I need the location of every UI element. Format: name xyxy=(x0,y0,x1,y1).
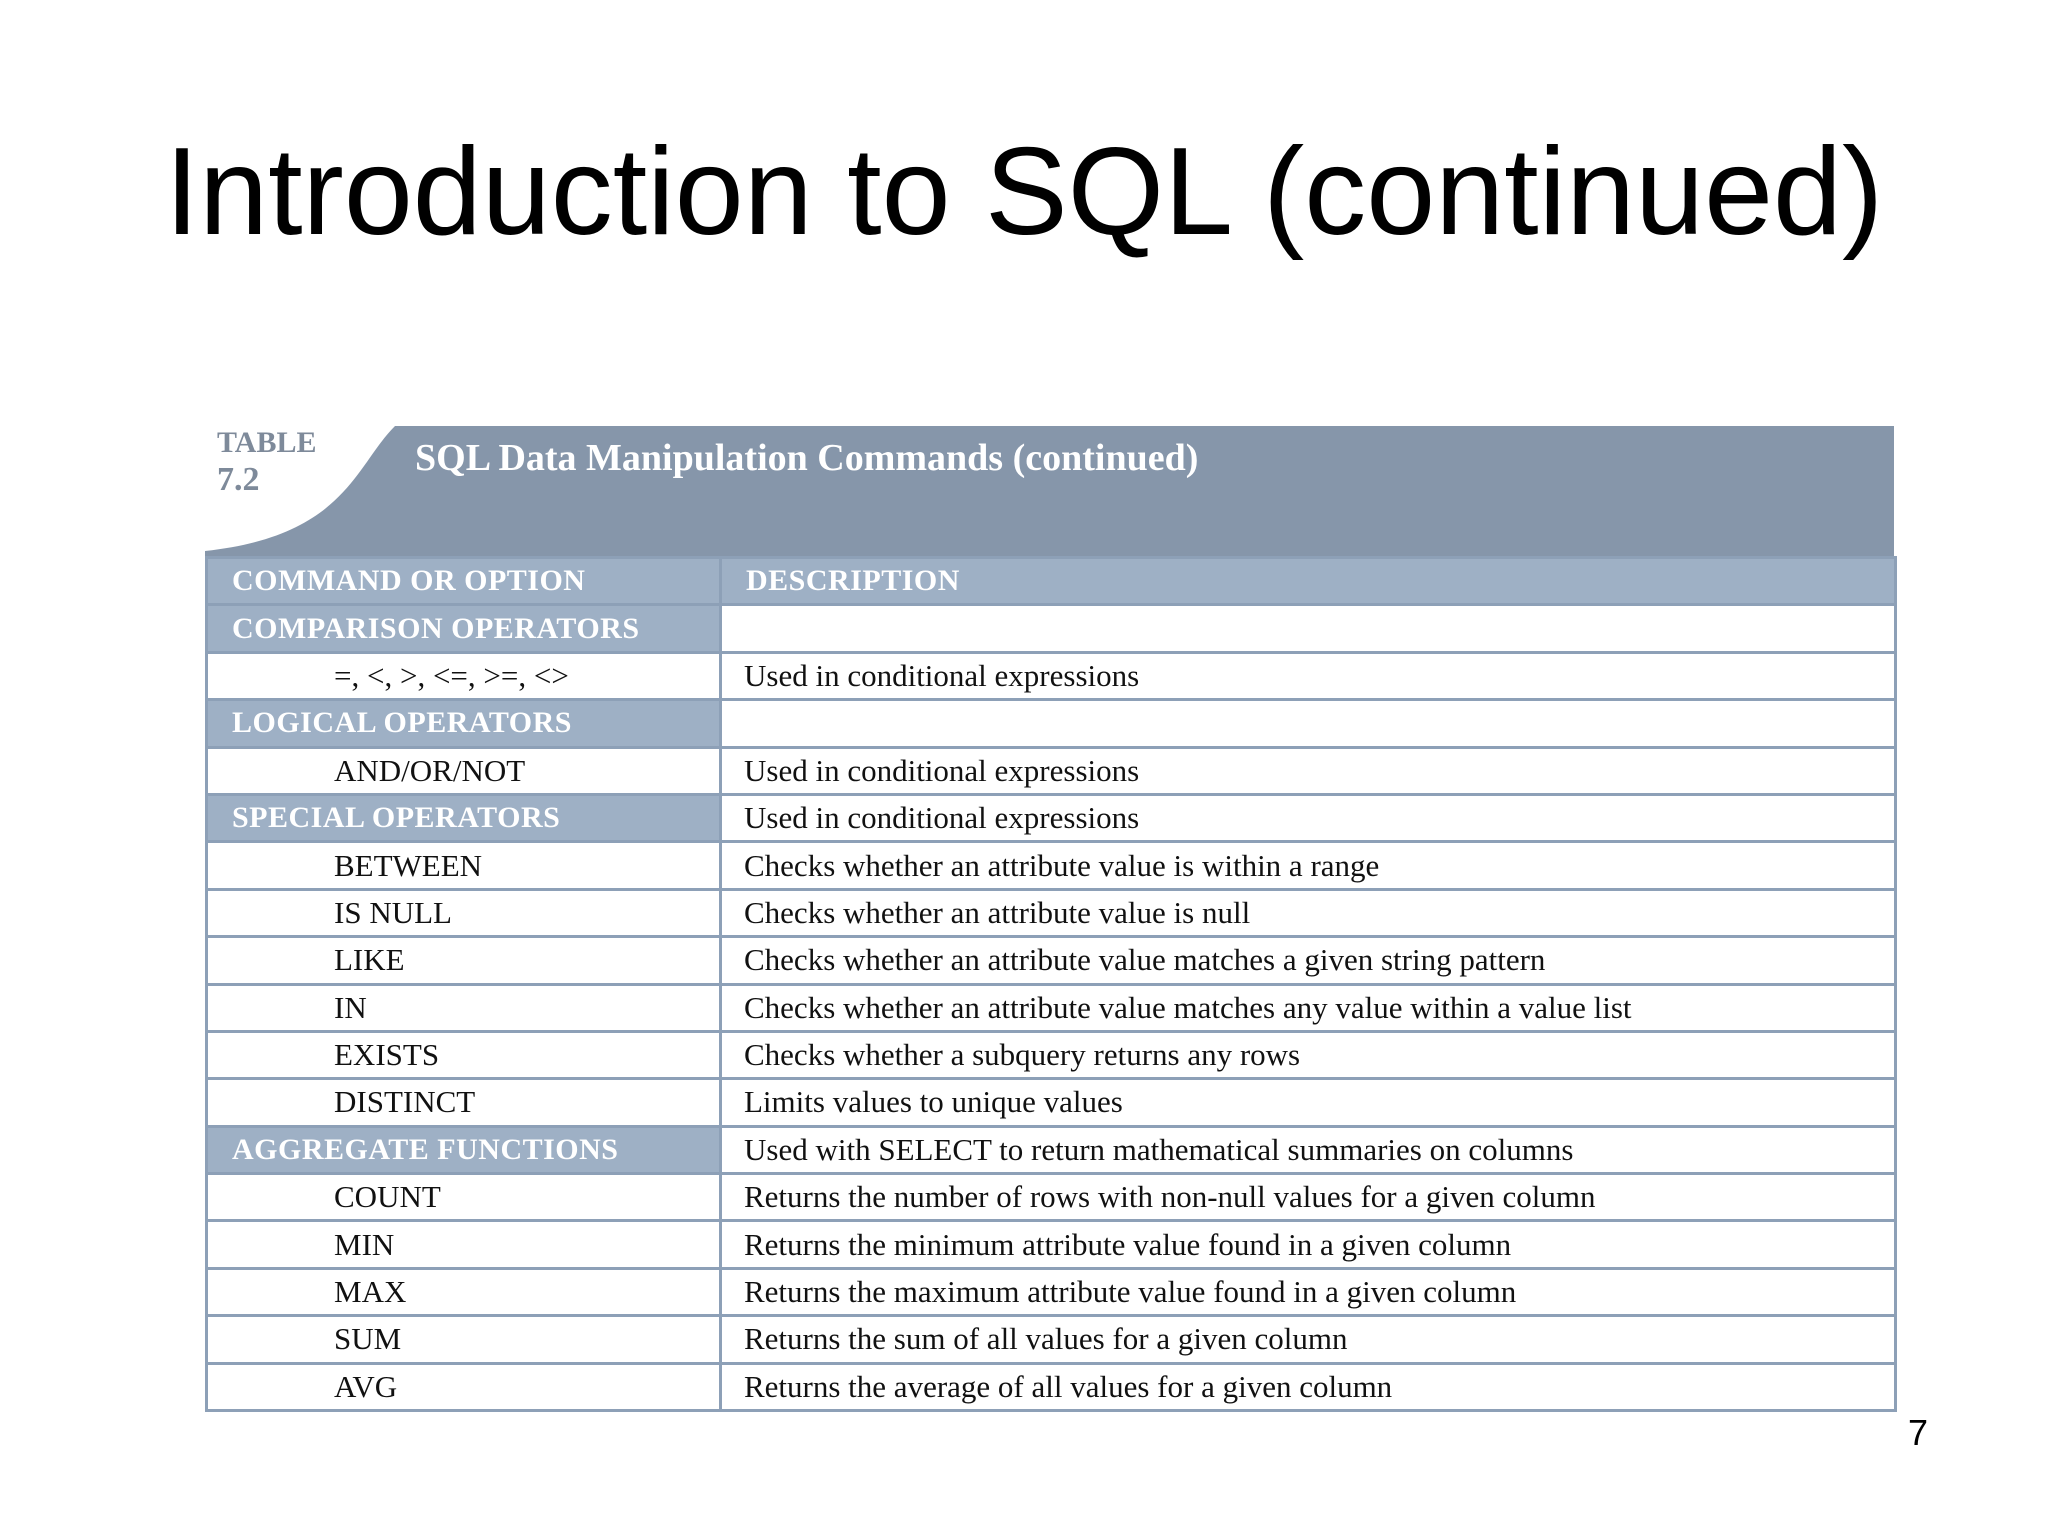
table-row xyxy=(207,1174,1896,1221)
description-cell: Checks whether an attribute value is null xyxy=(721,889,1896,936)
command-cell: AND/OR/NOT xyxy=(207,747,721,794)
group-label-cell: LOGICAL OPERATORS xyxy=(207,700,721,747)
description-cell xyxy=(721,605,1896,652)
table-row xyxy=(207,937,1896,984)
command-cell: DISTINCT xyxy=(207,1079,721,1126)
table-row xyxy=(207,1363,1896,1410)
description-cell: Checks whether an attribute value matches any value within a value list xyxy=(721,984,1896,1031)
description-cell: Checks whether an attribute value is within a range xyxy=(721,842,1896,889)
sql-commands-table xyxy=(205,556,1897,1412)
description-cell: Returns the minimum attribute value found in a given column xyxy=(721,1221,1896,1268)
description-cell: Checks whether a subquery returns any rows xyxy=(721,1031,1896,1078)
description-cell: Limits values to unique values xyxy=(721,1079,1896,1126)
description-cell: Used in conditional expressions xyxy=(721,747,1896,794)
table-row xyxy=(207,889,1896,936)
description-cell xyxy=(721,700,1896,747)
table-group-row xyxy=(207,1126,1896,1173)
table-body xyxy=(207,605,1896,1411)
table-group-row xyxy=(207,700,1896,747)
table-row xyxy=(207,984,1896,1031)
table-row xyxy=(207,842,1896,889)
group-label-cell: COMPARISON OPERATORS xyxy=(207,605,721,652)
command-cell: =, <, >, <=, >=, <> xyxy=(207,652,721,699)
table-row xyxy=(207,1268,1896,1315)
table-row xyxy=(207,652,1896,699)
table-row xyxy=(207,1221,1896,1268)
description-cell: Returns the average of all values for a given column xyxy=(721,1363,1896,1410)
table-caption-bar xyxy=(205,426,1894,556)
command-cell: COUNT xyxy=(207,1174,721,1221)
column-header-description: DESCRIPTION xyxy=(721,558,1896,605)
slide-title: Introduction to SQL (continued) xyxy=(164,123,1884,261)
table-label: TABLE xyxy=(217,426,317,459)
table-row xyxy=(207,1316,1896,1363)
table-row xyxy=(207,1079,1896,1126)
command-cell: MIN xyxy=(207,1221,721,1268)
description-cell: Checks whether an attribute value matches a given string pattern xyxy=(721,937,1896,984)
description-cell: Returns the maximum attribute value found in a given column xyxy=(721,1268,1896,1315)
command-cell: EXISTS xyxy=(207,1031,721,1078)
command-cell: SUM xyxy=(207,1316,721,1363)
command-cell: BETWEEN xyxy=(207,842,721,889)
description-cell: Used in conditional expressions xyxy=(721,652,1896,699)
table-header-row xyxy=(207,558,1896,605)
table-row xyxy=(207,747,1896,794)
table-group-row xyxy=(207,794,1896,841)
command-cell: MAX xyxy=(207,1268,721,1315)
command-cell: AVG xyxy=(207,1363,721,1410)
description-cell: Returns the number of rows with non-null values for a given column xyxy=(721,1174,1896,1221)
page-number: 7 xyxy=(1907,1412,1928,1453)
group-label-cell: AGGREGATE FUNCTIONS xyxy=(207,1126,721,1173)
table-row xyxy=(207,1031,1896,1078)
column-header-command: COMMAND OR OPTION xyxy=(207,558,721,605)
command-cell: LIKE xyxy=(207,937,721,984)
table-figure xyxy=(205,426,1894,1404)
table-number: 7.2 xyxy=(217,461,260,498)
command-cell: IN xyxy=(207,984,721,1031)
table-group-row xyxy=(207,605,1896,652)
description-cell: Used with SELECT to return mathematical summaries on columns xyxy=(721,1126,1896,1173)
group-label-cell: SPECIAL OPERATORS xyxy=(207,794,721,841)
table-caption: SQL Data Manipulation Commands (continued) xyxy=(415,437,1199,479)
description-cell: Used in conditional expressions xyxy=(721,794,1896,841)
description-cell: Returns the sum of all values for a given column xyxy=(721,1316,1896,1363)
command-cell: IS NULL xyxy=(207,889,721,936)
